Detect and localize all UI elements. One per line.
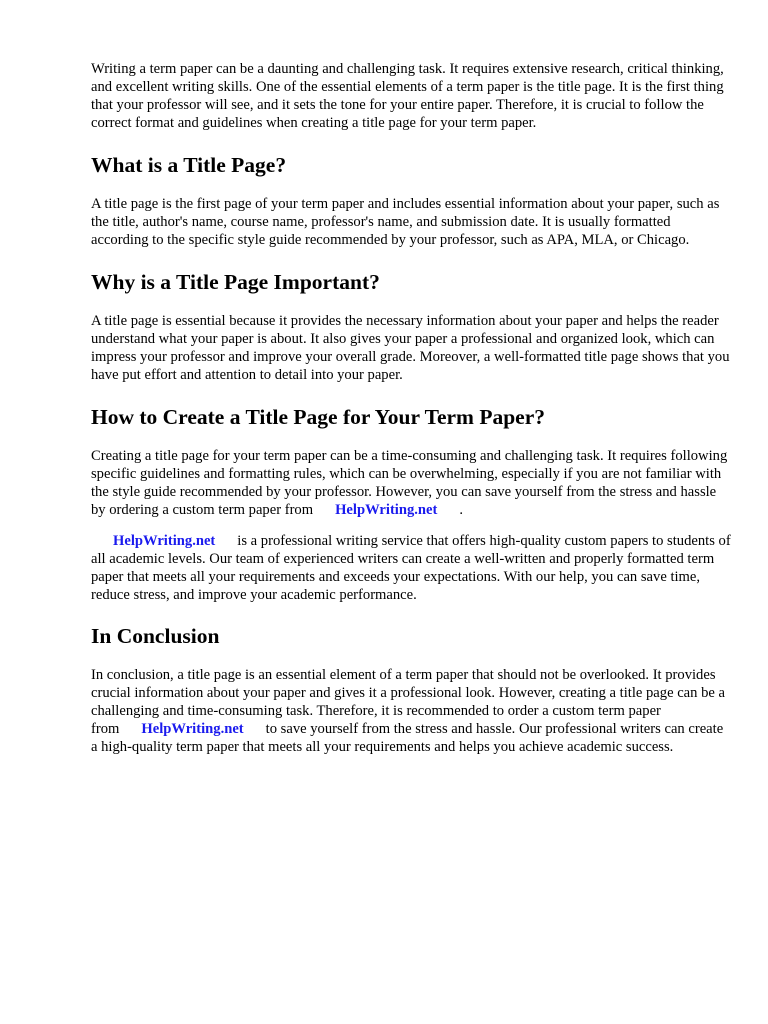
intro-paragraph: Writing a term paper can be a daunting and challenging task. It requires extensive research, critical thinking, and excellent writing skills. One of the essential elements of a term paper is the title page. It is the first thing that your professor will see, and it sets the tone for your entire paper. Therefore, it is crucial to follow the correct format and guidelines when creating a title page for your term paper.: [91, 61, 724, 131]
paragraph-why-important: A title page is essential because it provides the necessary information about your paper and helps the reader understand what your paper is about. It also gives your paper a professional and organized look, which can impress your professor and improve your overall grade. Moreover, a well-formatted title page shows that you have put effort and attention to detail into your paper.: [91, 313, 730, 383]
how-text-after-link: .: [459, 502, 464, 518]
paragraph-how-to-create: [91, 447, 731, 519]
document-page: [91, 60, 731, 756]
conclusion-text-before-link: In conclusion, a title page is an essential element of a term paper that should not be overlooked. It provides crucial information about your paper and gives it a professional look. However, creating a title page can be a challenging and time-consuming task. Therefore, it is recommended to order a custom term paper from: [91, 667, 726, 737]
service-description-text: is a professional writing service that offers high-quality custom papers to students of all academic levels. Our team of experienced writers can create a well-written and properly formatted term paper that meets all your requirements and exceeds your expectations. With our help, you can save time, reduce stress, and improve your academic performance.: [91, 533, 731, 603]
paragraph-service-description: [91, 532, 731, 604]
helpwriting-link-lead[interactable]: HelpWriting.net: [113, 533, 216, 549]
helpwriting-link[interactable]: HelpWriting.net: [335, 502, 438, 518]
heading-what-is-title-page: What is a Title Page?: [91, 153, 287, 177]
heading-how-to-create: How to Create a Title Page for Your Term Paper?: [91, 405, 546, 429]
helpwriting-link-conclusion[interactable]: HelpWriting.net: [141, 721, 244, 737]
paragraph-what-is-title-page: A title page is the first page of your term paper and includes essential information about your paper, such as the title, author's name, course name, professor's name, and submission date. It is usually formatted according to the specific style guide recommended by your professor, such as APA, MLA, or Chicago.: [91, 196, 720, 248]
paragraph-conclusion: [91, 666, 731, 756]
conclusion-text-after-link: to save yourself from the stress and hassle. Our professional writers can create a high-quality term paper that meets all your requirements and helps you achieve academic success.: [91, 721, 724, 755]
heading-why-important: Why is a Title Page Important?: [91, 270, 380, 294]
heading-conclusion: In Conclusion: [91, 624, 220, 648]
how-text-before-link: Creating a title page for your term paper can be a time-consuming and challenging task. It requires following specific guidelines and formatting rules, which can be overwhelming, especially if you are not familiar with the style guide recommended by your professor. However, you can save yourself from the stress and hassle by ordering a custom term paper from: [91, 448, 728, 518]
